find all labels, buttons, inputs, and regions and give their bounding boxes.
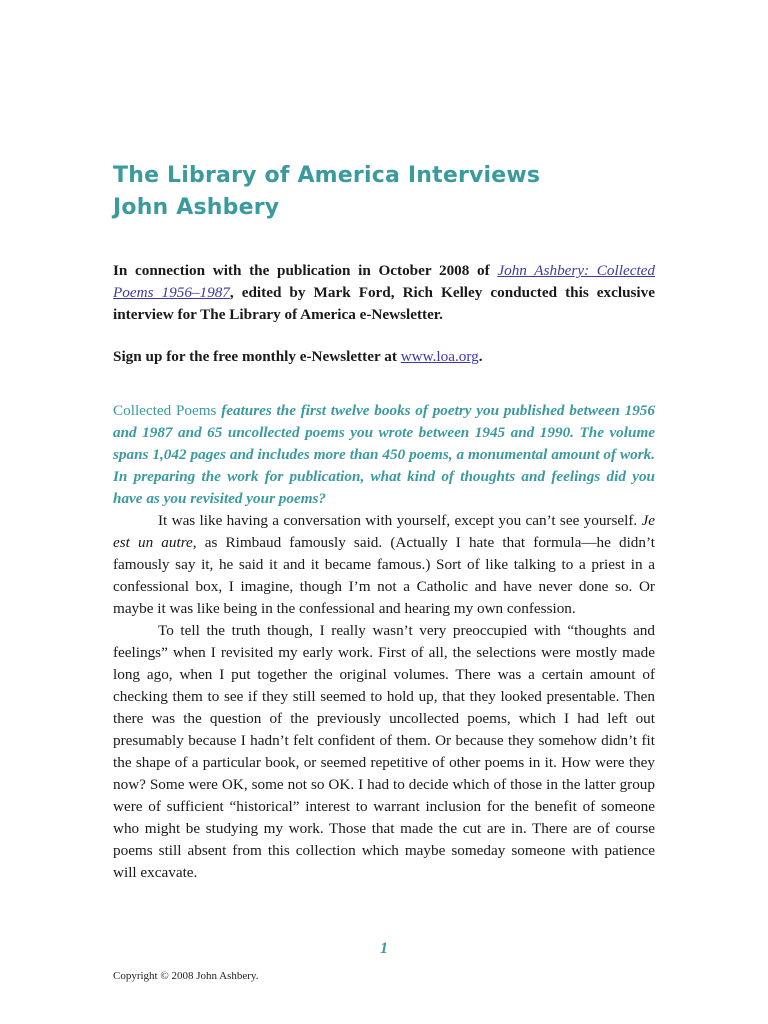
signup-text: Sign up for the free monthly e-Newsletter at (113, 348, 401, 365)
question-text: features the first twelve books of poetry you published between 1956 and 1987 and 65 uncollected poems you wrote between 1945 and 1990. The volume spans 1,042 pages and includes more than 450 poems, a monumental amount of work. In preparing the work for publication, what kind of thoughts and feelings did you have as you revisited your poems? (113, 402, 655, 507)
intro-text-after: , edited by Mark Ford, Rich Kelley conducted this exclusive interview for The Library of America e-Newsletter. (113, 284, 655, 323)
question-book-title: Collected Poems (113, 402, 217, 419)
page-number: 1 (380, 940, 388, 957)
signup-line (113, 346, 655, 368)
intro-text-before: In connection with the publication in October 2008 of (113, 262, 498, 279)
copyright-notice: Copyright © 2008 John Ashbery. (113, 970, 259, 982)
intro-paragraph (113, 260, 655, 326)
answer-p1-quote: Je est un autre (113, 512, 655, 551)
answer-paragraph-2: To tell the truth though, I really wasn’t very preoccupied with “thoughts and feelings” when I revisited my early work. First of all, the selections were mostly made long ago, when I put together the original volumes. There was a certain amount of checking them to see if they still seemed to hold up, that they looked presentable. Then there was the question of the previously uncollected poems, which I had left out presumably because I hadn’t felt confident of them. Or because they somehow didn’t fit the shape of a particular book, or seemed repetitive of other poems in it. How were they now? Some were OK, some not so OK. I had to decide which of those in the latter group were of sufficient “historical” interest to warrant inclusion for the benefit of someone who might be studying my work. Those that made the cut are in. There are of course poems still absent from this collection which maybe someday someone with patience will excavate. (113, 622, 655, 881)
title-line-author: John Ashbery (113, 195, 280, 220)
book-title-link[interactable]: John Ashbery: Collected Poems 1956–1987 (113, 262, 655, 301)
interview-answer (113, 510, 655, 884)
answer-p1-rest: , as Rimbaud famously said. (Actually I hate that formula—he didn’t famously say it, he said it and it became famous.) Sort of like talking to a priest in a confessional box, I imagine, though I’m not a Catholic and have never done so. Or maybe it was like being in the confessional and hearing my own confession. (113, 534, 655, 617)
title-line-series: The Library of America Interviews (113, 163, 541, 188)
answer-p1-start: It was like having a conversation with yourself, except you can’t see yourself. (158, 512, 642, 529)
answer-paragraph-1 (113, 510, 655, 620)
interview-question (113, 400, 655, 510)
page-title (113, 160, 540, 224)
website-link[interactable]: www.loa.org (400, 348, 479, 365)
signup-period: . (478, 348, 483, 365)
